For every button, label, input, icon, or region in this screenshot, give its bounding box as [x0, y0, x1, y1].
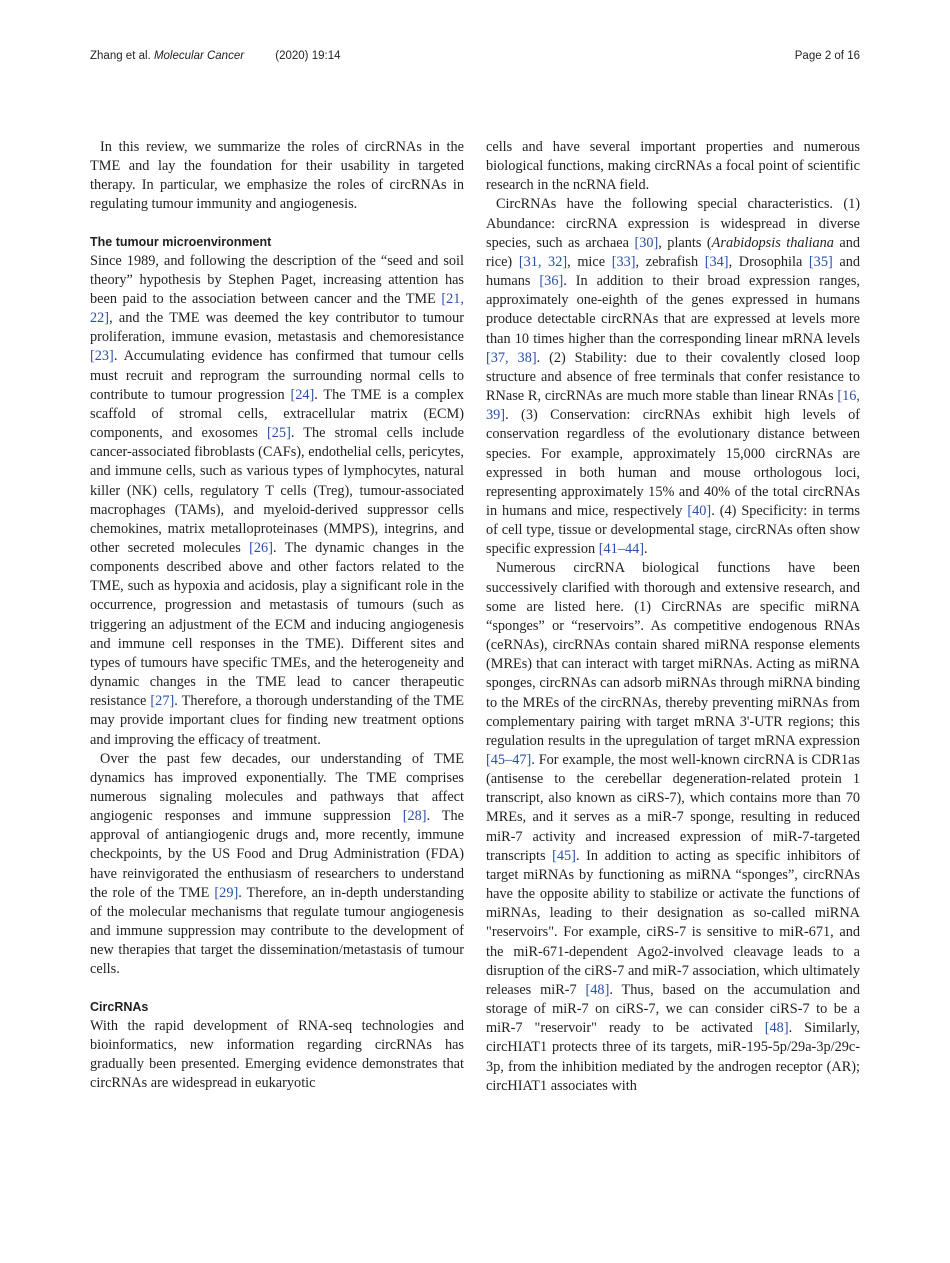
tme-paragraph-2: Over the past few decades, our understanding of TME dynamics has improved exponentially. The TME comprises numerous signaling molecules and pathways that affect angiogenic responses and immune suppression [28]. The approval of antiangiogenic drugs and, more recently, immune checkpoints, by the US Food and Drug Administration (FDA) have reinvigorated the enthusiasm of researchers to understand the role of the TME [29]. Therefore, an in-depth understanding of the molecular mechanisms that regulate tumour angiogenesis and immune suppression may contribute to the development of new therapies that target the dissemination/metastasis of tumour cells.: [90, 750, 464, 978]
circrnas-paragraph-1: With the rapid development of RNA-seq technologies and bioinformatics, new information regarding circRNAs has gradually been presented. Emerging evidence demonstrates that circRNAs are widespread in eukaryotic: [90, 1017, 464, 1092]
functions-paragraph: Numerous circRNA biological functions have been successively clarified with thorough and extensive research, and some are listed here. (1) CircRNAs are specific miRNA “sponges” or “reservoirs”. As competitive endogenous RNAs (ceRNAs), circRNAs contain shared miRNA response elements (MREs) that can interact with target miRNAs. Acting as miRNA sponges, circRNAs can adsorb miRNAs through miRNA binding to the MREs of the circRNAs, thereby preventing miRNAs from complementary pairing with target mRNA 3'-UTR regions; this regulation results in the upregulation of target mRNA expression [45–47]. For example, the most well-known circRNA is CDR1as (antisense to the cerebellar degeneration-related protein 1 transcript, also known as ciRS-7), which contains more than 70 MREs, and it serves as a miR-7 sponge, resulting in reduced miR-7 activity and increased expression of miR-7-targeted transcripts [45]. In addition to acting as specific inhibitors of target miRNAs by functioning as miRNA “sponges”, circRNAs have the opposite ability to stabilize or activate the functions of miRNAs, leading to their designation as so-called miRNA "reservoirs". For example, ciRS-7 is sensitive to miR-671, and the miR-671-dependent Ago2-involved cleavage leads to a disruption of the ciRS-7 and miR-7 association, which ultimately releases miR-7 [48]. Thus, based on the accumulation and storage of miR-7 on ciRS-7, we can consider ciRS-7 to be a miR-7 "reservoir" ready to be activated [48]. Similarly, circHIAT1 protects three of its targets, miR-195-5p/29a-3p/29c-3p, from the inhibition mediated by the androgen receptor (AR); circHIAT1 associates with: [486, 560, 860, 1094]
header-page-number: Page 2 of 16: [794, 50, 860, 62]
right-column: [486, 138, 860, 1096]
characteristics-paragraph: CircRNAs have the following special characteristics. (1) Abundance: circRNA expression is widespread in diverse species, such as archaea [30], plants (Arabidopsis thaliana and rice) [31, 32], mice [33], zebrafish [34], Drosophila [35] and humans [36]. In addition to their broad expression ranges, approximately one-eighth of the genes expressed in humans produce detectable circRNAs that are expressed at levels more than 10 times higher than the corresponding linear mRNA levels [37, 38]. (2) Stability: due to their covalently closed loop structure and absence of free terminals that confer resistance to RNase R, circRNAs are much more stable than linear RNAs [16, 39]. (3) Conservation: circRNAs exhibit high levels of conservation regardless of the evolutionary distance between species. For example, approximately 15,000 circRNAs are expressed in both human and mouse orthologous loci, representing approximately 15% and 40% of the total circRNAs in humans and mice, respectively [40]. (4) Specificity: in terms of cell type, tissue or developmental stage, circRNAs often show specific expression [41–44].: [486, 196, 861, 558]
tme-paragraph-1: Since 1989, and following the description of the “seed and soil theory” hypothesis by Stephen Paget, increasing attention has been paid to the association between cancer and the TME [21, 22], and the TME was deemed the key contributor to tumour proliferation, immune evasion, metastasis and chemoresistance [23]. Accumulating evidence has confirmed that tumour cells must recruit and reprogram the surrounding normal cells to contribute to tumour progression [24]. The TME is a complex scaffold of stromal cells, extracellular matrix (ECM) components, and exosomes [25]. The stromal cells include cancer-associated fibroblasts (CAFs), endothelial cells, pericytes, and immune cells, such as various types of lymphocytes, natural killer (NK) cells, regulatory T cells (Treg), tumour-associated macrophages (TAMs), and myeloid-derived suppressor cells chemokines, matrix metalloproteinases (MMPS), integrins, and other secreted molecules [26]. The dynamic changes in the components described above and other factors related to the TME, such as hypoxia and acidosis, play a significant role in the occurrence, progression and metastasis of tumours (such as triggering an adjustment of the ECM and inducing angiogenesis and immune cell responses in the TME). Different sites and types of tumours have specific TMEs, and the heterogeneity and dynamic changes in the TME lead to cancer therapeutic resistance [27]. Therefore, a thorough understanding of the TME may provide important clues for finding new treatment options and improving the efficacy of treatment.: [90, 252, 465, 748]
header-citation: [90, 50, 340, 62]
running-header: [90, 50, 860, 68]
header-year-volume: (2020) 19:14: [275, 50, 341, 62]
header-authors: Zhang et al.: [90, 50, 151, 62]
intro-paragraph: In this review, we summarize the roles of circRNAs in the TME and lay the foundation for their usability in targeted therapy. In particular, we emphasize the roles of circRNAs in regulating tumour immunity and angiogenesis.: [90, 139, 464, 213]
section-heading-tme: The tumour microenvironment: [90, 234, 272, 249]
continued-paragraph: cells and have several important properties and numerous biological functions, making circRNAs a focal point of scientific research in the ncRNA field.: [486, 139, 860, 194]
left-column: [90, 138, 464, 1093]
section-heading-circrnas: CircRNAs: [90, 999, 149, 1014]
header-journal: Molecular Cancer: [153, 50, 245, 62]
